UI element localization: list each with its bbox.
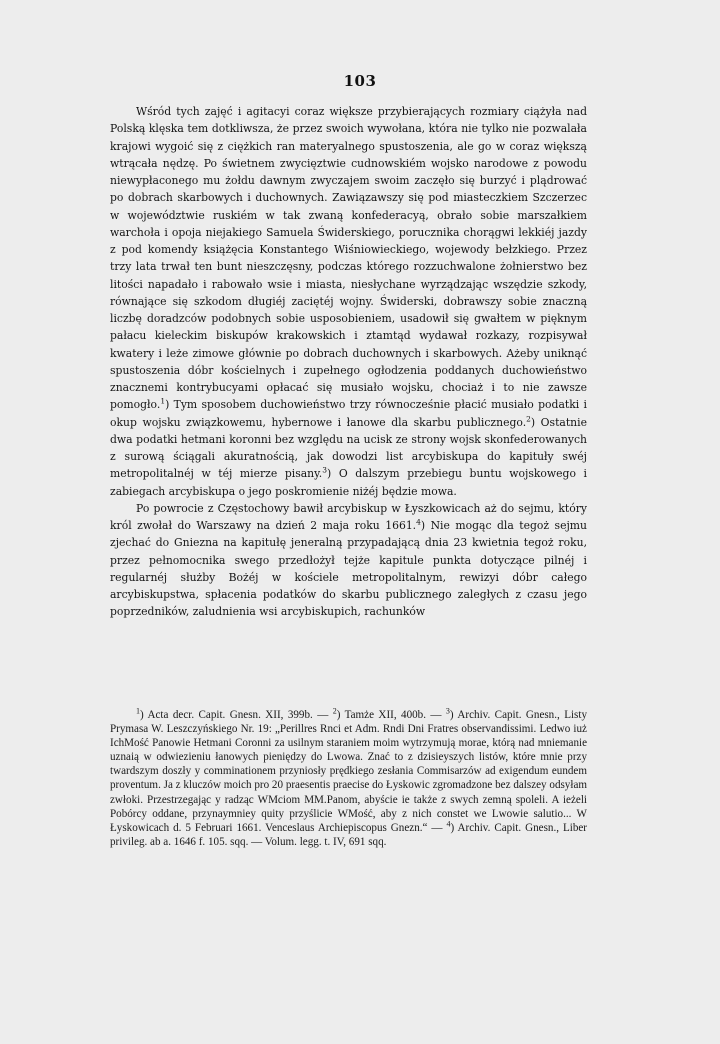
paragraph-text: Nie mogąc dla tegoż sejmu zjechać do Gniezna na kapitułę jeneralną przypadającą dnia 23 kwietnia tegoż roku, przez pełnomocnika swego przedłożył tejże kapitule punkta dotyczące pilnéj i regularnéj służby Bożéj w kościele metropolitalnym, rewizyi dóbr całego arcybiskupstwa, spłacenia podatków do skarbu publicznego zaległych z czasu jego poprzedników, zaludnienia wsi arcybiskupich, rachunków (110, 519, 587, 619)
footnote-marker: 3 (445, 706, 450, 716)
paragraph-text: Ostatnie dwa podatki hetmani koronni bez względu na ucisk ze strony wojsk skonfederowanych z surową ściągali akuratnością, jak dowodzi list arcybiskupa do kapituły swéj metropolitalnéj w téj mierze pisany. (110, 415, 587, 481)
paragraph-text: Tym sposobem duchowieństwo trzy równocześnie płacić musiało podatki i okup wojsku związkowemu, hybernowe i łanowe dla skarbu publicznego. (110, 398, 587, 429)
paragraph-text: Po powrocie z Częstochowy bawił arcybiskup w Łyszkowicach aż do sejmu, który król zwołał do Warszawy na dzień 2 maja roku 1661. (110, 501, 587, 532)
footnote-reference: 1 (160, 396, 166, 406)
footnote-reference: 4 (416, 517, 421, 527)
footnote-marker: 4 (446, 819, 451, 829)
footnote-reference: 3 (322, 465, 328, 475)
page-number: 103 (343, 72, 377, 90)
main-text (110, 103, 587, 621)
footnote-marker: 2 (332, 706, 337, 716)
footnote-text: ) Archiv. Capit. Gnesn., Listy Prymasa W. Leszczyńskiego Nr. 19: „Perillres Rnci et Adm. Rndi Dni Fratres observandissimi. Ledwo iuż IchMość Panowie Hetmani Coronni za usilnym staraniem moim wytrzymują morae, którą nad mniemanie uznaią w odwiezieniu łanowych pieniędzy do Lwowa. Znać to z dzisieyszych listów, które mnie przy twardszym doszły y comminationem przyniosły prędkiego zesłania Commisarzów ad exigendum eundem proventum. Ja z kluczów moich pro 20 praesentis praecise do Łyskowic zgromadzone bez dalszey odsyłam zwłoki. Przestrzegając y radząc WMciom MM.Panom, abyście ie także z swych zemną spoleli. A ieżeli Pobórcy oddane, przynaymniey quity przyślicie WMość, aby z nich constet we Lwowie salutio... W Łyskowicach d. 5 Februari 1661. Venceslaus Archiepiscopus Gnezn.“ — (110, 709, 587, 834)
paragraph-text: Wśród tych zajęć i agitacyi coraz większe przybierających rozmiary ciążyła nad Polską klęska tem dotkliwsza, że przez swoich wywołana, która nie tylko nie pozwalała krajowi wygoić się z ciężkich ran materyalnego spustoszenia, ale go w coraz większą wtrącała nędzę. Po świetnem zwycięztwie cudnowskiém wojsko narodowe z powodu niewypłaconego mu żołdu dawnym zwyczajem swoim zaczęło się burzyć i plądrować po dobrach skarbowych i duchownych. Zawiązawszy się pod miasteczkiem Szczerzec w województwie ruskiém w tak zwaną konfederacyą, obrało sobie marszałkiem warchoła i opoja niejakiego Samuela Świderskiego, porucznika chorągwi lekkiéj jazdy z pod komendy książęcia Konstantego Wiśniowieckiego, wojewody bełzkiego. Przez trzy lata trwał ten bunt nieszczęsny, podczas którego rozzuchwalone żołnierstwo bez litości napadało i rabowało wsie i miasta, niesłychane wyrządzając wszędzie szkody, równające się szkodom długiéj zaciętéj wojny. Świderski, dobrawszy sobie znaczną liczbę doradzców podobnych sobie usposobieniem, usadowił się gwałtem w pięknym pałacu kieleckim biskupów krakowskich i ztamtąd wydawał rozkazy, rozpisywał kwatery i leże zimowe głównie po dobrach duchownych i skarbowych. Ażeby uniknąć spustoszenia dóbr kościelnych i zupełnego ogłodzenia poddanych duchowieństwo znacznemi kontrybucyami opłacać się musiało wojsku, chociaż i to nie zawsze pomogło. (110, 105, 587, 412)
paragraph-text: O dalszym przebiegu buntu wojskowego i zabiegach arcybiskupa o jego poskromienie niżéj będzie mowa. (110, 467, 587, 498)
paragraph: Wśród tych zajęć i agitacyi coraz większe przybierających rozmiary ciążyła nad Polską klęska tem dotkliwsza, że przez swoich wywołana, która nie tylko nie pozwalała krajowi wygoić się z ciężkich ran materyalnego spustoszenia, ale go w coraz większą wtrącała nędzę. Po świetnem zwycięztwie cudnowskiém wojsko narodowe z powodu niewypłaconego mu żołdu dawnym zwyczajem swoim zaczęło się burzyć i plądrować po dobrach skarbowych i duchownych. Zawiązawszy się pod miasteczkiem Szczerzec w województwie ruskiém w tak zwaną konfederacyą, obrało sobie marszałkiem warchoła i opoja niejakiego Samuela Świderskiego, porucznika chorągwi lekkiéj jazdy z pod komendy książęcia Konstantego Wiśniowieckiego, wojewody bełzkiego. Przez trzy lata trwał ten bunt nieszczęsny, podczas którego rozzuchwalone żołnierstwo bez litości napadało i rabowało wsie i miasta, niesłychane wyrządzając wszędzie szkody, równające się szkodom długiéj zaciętéj wojny. Świderski, dobrawszy sobie znaczną liczbę doradzców podobnych sobie usposobieniem, usadowił się gwałtem w pięknym pałacu kieleckim biskupów krakowskich i ztamtąd wydawał rozkazy, rozpisywał kwatery i leże zimowe głównie po dobrach duchownych i skarbowych. Ażeby uniknąć spustoszenia dóbr kościelnych i zupełnego ogłodzenia poddanych duchowieństwo znacznemi kontrybucyami opłacać się musiało wojsku, chociaż i to nie zawsze pomogło.$^1$) Tym sposobem duchowieństwo trzy równocześnie płacić musiało podatki i okup wojsku związkowemu, hybernowe i łanowe dla skarbu publicznego.$^2$) Ostatnie dwa podatki hetmani koronni bez względu na ucisk ze strony wojsk skonfederowanych z surową ściągali akuratnością, jak dowodzi list arcybiskupa do kapituły swéj metropolitalnéj w téj mierze pisany.$^3$) O dalszym przebiegu buntu wojskowego i zabiegach arcybiskupa o jego poskromienie niżéj będzie mowa. (110, 105, 587, 498)
footnote-reference: 2 (526, 413, 531, 423)
footnotes (110, 708, 587, 849)
footnote-block (110, 708, 587, 849)
footnote-text: ) Acta decr. Capit. Gnesn. XII, 399b. — (140, 709, 333, 721)
footnote-text: ) Archiv. Capit. Gnesn., Liber privileg. ab a. 1646 f. 105. sqq. — Volum. legg. t. IV, 691 sqq. (110, 821, 587, 848)
paragraph: Po powrocie z Częstochowy bawił arcybiskup w Łyszkowicach aż do sejmu, który król zwołał do Warszawy na dzień 2 maja roku 1661.$^4$) Nie mogąc dla tegoż sejmu zjechać do Gniezna na kapitułę jeneralną przypadającą dnia 23 kwietnia tegoż roku, przez pełnomocnika swego przedłożył tejże kapitule punkta dotyczące pilnéj i regularnéj służby Bożéj w kościele metropolitalnym, rewizyi dóbr całego arcybiskupstwa, spłacenia podatków do skarbu publicznego zaległych z czasu jego poprzedników, zaludnienia wsi arcybiskupich, rachunków (110, 501, 587, 619)
footnote-text: ) Tamże XII, 400b. — (336, 709, 446, 721)
footnote-marker: 1 (136, 706, 140, 716)
